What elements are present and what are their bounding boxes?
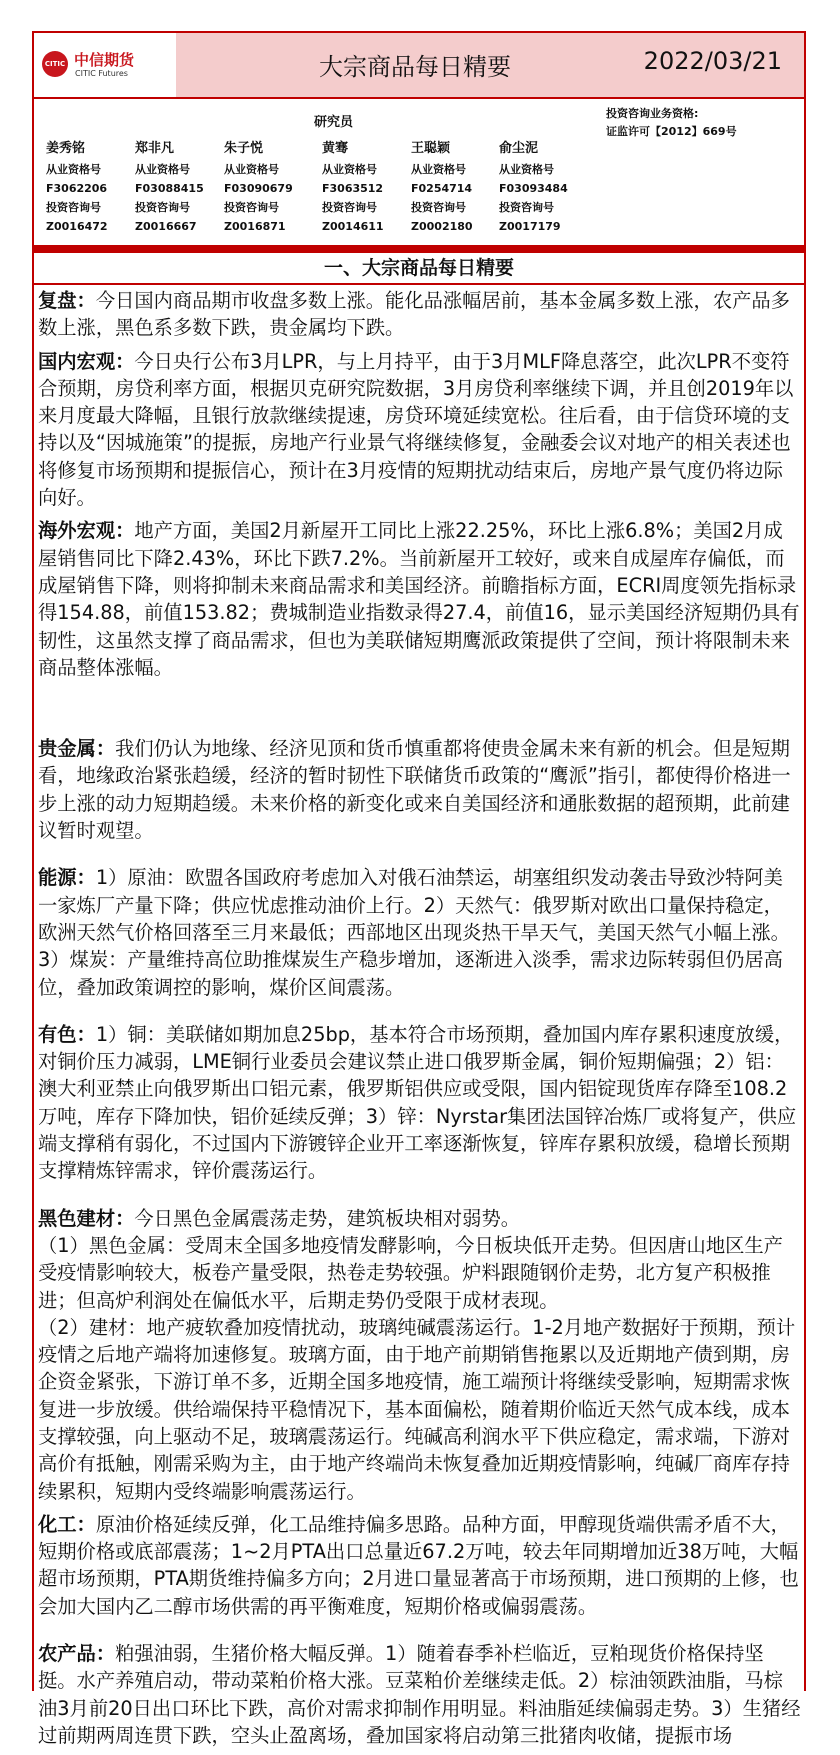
paragraph-domestic-macro: [38, 348, 802, 512]
paragraph-energy: [38, 864, 802, 1000]
researcher: [135, 139, 204, 236]
paragraph-text: 今日央行公布3月LPR，与上月持平，由于3月MLF降息落空，此次LPR不变符合预期，房贷利率方面，根据贝克研究院数据，3月房贷利率继续下调，并且创2019年以来月度最大降幅，且银行放款继续提速，房贷环境延续宽松。往后看，由于信贷环境的支持以及“因城施策”的提振，房地产行业景气将继续修复，金融委会议对地产的相关表述也将修复市场预期和提振信心，预计在3月疫情的短期扰动结束后，房地产景气度仍将边际向好。: [38, 349, 794, 510]
researcher-name: 黄骞: [322, 141, 349, 156]
inv-no: Z0016871: [224, 220, 286, 233]
inv-no: Z0002180: [411, 220, 473, 233]
paragraph-nonferrous: [38, 1021, 802, 1185]
paragraph-text: 1）铜：美联储如期加息25bp，基本符合市场预期，叠加国内库存累积速度放缓，对铜价压力减弱，LME铜行业委员会建议禁止进口俄罗斯金属，铜价短期偏强；2）铝：澳大利亚禁止向俄罗斯出口铝元素，俄罗斯铝供应或受限，国内铝锭现货库存降至108.2万吨，库存下降加快，铝价延续反弹；3）锌：Nyrstar集团法国锌冶炼厂或将复产，供应端支撑稍有弱化，不过国内下游镀锌企业开工率逐渐恢复，锌库存累积放缓，稳增长预期支撑精炼锌需求，锌价震荡运行。: [38, 1022, 797, 1183]
paragraph-chemicals: [38, 1511, 802, 1620]
inv-no: Z0017179: [499, 220, 561, 233]
section-title: 一、大宗商品每日精要: [34, 253, 804, 285]
researcher-name: 郑非凡: [135, 141, 175, 156]
qual-no: F03093484: [499, 182, 568, 195]
paragraph-label: 化工：: [38, 1512, 96, 1536]
paragraph-text: 粕强油弱，生猪价格大幅反弹。1）随着春季补栏临近，豆粕现货价格保持坚挺。水产养殖启动，带动菜粕价格大涨。豆菜粕价差继续走低。2）棕油领跌油脂，马棕油3月前20日出口环比下跌，高价对需求抑制作用明显。料油脂延续偏弱走势。3）生猪经过前期两周连贯下跌，空头止盈离场，叠加国家将启动第三批猪肉收储，提振市场: [38, 1642, 801, 1747]
paragraph-text: 1）原油：欧盟各国政府考虑加入对俄石油禁运，胡塞组织发动袭击导致沙特阿美一家炼厂产量下降；供应忧虑推动油价上行。2）天然气：俄罗斯对欧出口量保持稳定，欧洲天然气价格回落至三月来最低；西部地区出现炎热干旱天气，美国天然气小幅上涨。3）煤炭：产量维持高位助推煤炭生产稳步增加，逐渐进入淡季，需求边际转弱但仍居高位，叠加政策调控的影响，煤价区间震荡。: [38, 866, 790, 999]
paragraph-overseas-macro: [38, 517, 802, 681]
qual-label: 从业资格号: [499, 163, 554, 176]
logo-en-text: CITIC Futures: [75, 69, 128, 78]
paragraph-text: 今日国内商品期市收盘多数上涨。能化品涨幅居前，基本金属多数上涨，农产品多数上涨，黑色系多数下跌，贵金属均下跌。: [38, 289, 790, 340]
paragraph-label: 复盘：: [38, 289, 96, 312]
license-label: 投资咨询业务资格:: [606, 107, 699, 120]
paragraph-review: [38, 287, 802, 342]
paragraph-text: 我们仍认为地缘、经济见顶和货币慎重都将使贵金属未来有新的机会。但是短期看，地缘政治紧张趋缓，经济的暂时韧性下联储货币政策的“鹰派”指引，都使得价格进一步上涨的动力短期趋缓。未来价格的新变化或来自美国经济和通胀数据的超预期，此前建议暂时观望。: [38, 737, 791, 843]
inv-label: 投资咨询号: [224, 201, 279, 214]
qual-no: F3063512: [322, 182, 384, 195]
paragraph-text: 地产方面，美国2月新屋开工同比上涨22.25%，环比上涨6.8%；美国2月成屋销售同比下降2.43%，环比下跌7.2%。当前新屋开工较好，或来自成屋库存偏低，而成屋销售下降，则将抑制未来商品需求和美国经济。前瞻指标方面，ECRI周度领先指标录得154.88，前值153.82；费城制造业指数录得27.4，前值16，显示美国经济短期仍具有韧性，这虽然支撑了商品需求，但也为美联储短期鹰派政策提供了空间，预计将限制未来商品整体涨幅。: [38, 519, 800, 679]
researcher-name: 俞尘泥: [499, 141, 539, 156]
paragraph-text: （1）黑色金属：受周末全国多地疫情发酵影响，今日板块低开走势。但因唐山地区生产受疫情影响较大，板卷产量受限，热卷走势较强。炉料跟随钢价走势，北方复产积极推进；但高炉利润处在偏低水平，后期走势仍受限于成材表现。: [38, 1233, 783, 1312]
qual-no: F03088415: [135, 182, 204, 195]
researcher-name: 王聪颖: [411, 141, 451, 156]
paragraph-label: 黑色建材：: [38, 1206, 135, 1230]
inv-label: 投资咨询号: [499, 201, 554, 214]
inv-no: Z0016667: [135, 220, 197, 233]
qual-label: 从业资格号: [135, 163, 190, 176]
researcher-name: 姜秀铭: [46, 141, 86, 156]
qual-no: F03090679: [224, 182, 293, 195]
license-info: [606, 105, 737, 141]
researchers-title: 研究员: [314, 115, 354, 130]
inv-label: 投资咨询号: [46, 201, 101, 214]
qual-label: 从业资格号: [224, 163, 279, 176]
qual-no: F3062206: [46, 182, 108, 195]
inv-label: 投资咨询号: [411, 201, 466, 214]
report-frame: [32, 31, 806, 1747]
paragraph-label: 能源：: [38, 866, 96, 890]
researcher: [411, 139, 473, 236]
logo-cn-text: 中信期货: [74, 51, 135, 69]
title-bar: [176, 33, 804, 97]
researcher-name: 朱子悦: [224, 141, 264, 156]
researcher: [224, 139, 293, 236]
researchers-block: [34, 99, 804, 245]
paragraph-text: （2）建材：地产疲软叠加疫情扰动，玻璃纯碱震荡运行。1-2月地产数据好于预期，预计疫情之后地产端将加速修复。玻璃方面，由于地产前期销售拖累以及近期地产债到期，房企资金紧张，下游订单不多，近期全国多地疫情，施工端预计将继续受影响，短期需求恢复进一步放缓。供给端保持平稳情况下，基本面偏松，随着期价临近天然气成本线，成本支撑较强，向上驱动不足，玻璃震荡运行。纯碱高利润水平下供应稳定，需求端，下游对高价有抵触，刚需采购为主，由于地产终端尚未恢复叠加近期疫情影响，纯碱厂商库存持续累积，短期内受终端影响震荡运行。: [38, 1315, 796, 1503]
inv-no: Z0014611: [322, 220, 384, 233]
paragraph-label: 海外宏观：: [38, 519, 135, 543]
paragraph-agriculture: [38, 1640, 802, 1749]
researcher: [322, 139, 384, 236]
paragraph-label: 农产品：: [38, 1642, 116, 1666]
inv-label: 投资咨询号: [135, 201, 190, 214]
researcher: [46, 139, 108, 236]
inv-label: 投资咨询号: [322, 201, 377, 214]
qual-label: 从业资格号: [411, 163, 466, 176]
paragraph-label: 有色：: [38, 1022, 96, 1046]
paragraph-ferrous: [38, 1205, 802, 1232]
report-body: [38, 287, 802, 1755]
citic-logo-icon: CITIC: [42, 51, 68, 77]
report-header: [34, 33, 804, 99]
qual-label: 从业资格号: [322, 163, 377, 176]
paragraph-ferrous-metals: [38, 1232, 802, 1314]
paragraph-text: 原油价格延续反弹，化工品维持偏多思路。品种方面，甲醇现货端供需矛盾不大，短期价格或底部震荡；1~2月PTA出口总量近67.2万吨，较去年同期增加近38万吨，大幅超市场预期，PTA期货维持偏多方向；2月进口量显著高于市场预期，进口预期的上修，也会加大国内乙二醇市场供需的再平衡难度，短期价格或偏弱震荡。: [38, 1512, 799, 1618]
qual-label: 从业资格号: [46, 163, 101, 176]
report-date: 2022/03/21: [643, 47, 782, 75]
paragraph-precious-metals: [38, 735, 802, 844]
report-title: 大宗商品每日精要: [319, 53, 511, 81]
divider-band: [34, 245, 804, 253]
paragraph-building-materials: [38, 1314, 802, 1505]
license-number: 证监许可【2012】669号: [606, 125, 737, 138]
researcher: [499, 139, 568, 236]
logo: [34, 33, 176, 97]
paragraph-label: 国内宏观：: [38, 349, 135, 373]
qual-no: F0254714: [411, 182, 473, 195]
paragraph-text: 今日黑色金属震荡走势，建筑板块相对弱势。: [134, 1206, 521, 1230]
inv-no: Z0016472: [46, 220, 108, 233]
paragraph-label: 贵金属：: [38, 737, 116, 761]
